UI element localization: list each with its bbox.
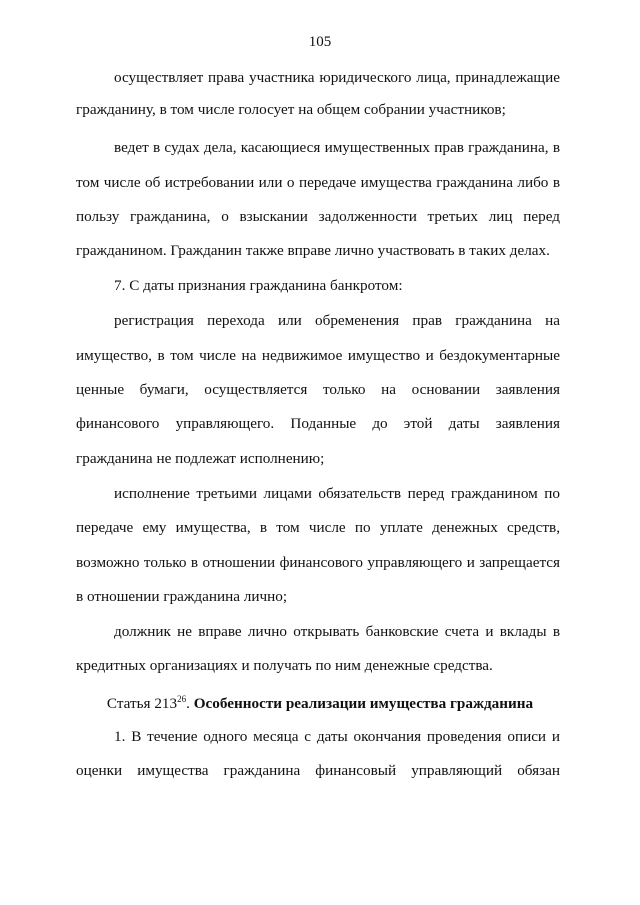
paragraph-line: кредитных организациях и получать по ним денежные средства. xyxy=(76,657,493,674)
paragraph-line: исполнение третьими лицами обязательств перед гражданином по xyxy=(114,485,560,502)
article-title: Особенности реализации имущества гражданина xyxy=(193,695,534,712)
paragraph-line: гражданином. Гражданин также вправе лично участвовать в таких делах. xyxy=(76,242,550,259)
paragraph-line: ведет в судах дела, касающиеся имущественных прав гражданина, в xyxy=(114,139,560,156)
paragraph-line: гражданина не подлежат исполнению; xyxy=(76,450,325,467)
paragraph-line: осуществляет права участника юридического лица, принадлежащие xyxy=(114,69,560,86)
paragraph-line: оценки имущества гражданина финансовый управляющий обязан xyxy=(76,762,560,779)
paragraph-line: имущество, в том числе на недвижимое имущество и бездокументарные xyxy=(76,347,560,364)
paragraph-line: 1. В течение одного месяца с даты окончания проведения описи и xyxy=(114,728,560,745)
paragraph-line: 7. С даты признания гражданина банкротом: xyxy=(114,277,403,294)
page-number: 105 xyxy=(308,34,332,50)
article-prefix: Статья 213 xyxy=(106,695,178,712)
paragraph-line: том числе об истребовании или о передаче имущества гражданина либо в xyxy=(76,174,560,191)
paragraph-line: пользу гражданина, о взыскании задолженности третьих лиц перед xyxy=(76,208,560,225)
paragraph-line: гражданину, в том числе голосует на общем собрании участников; xyxy=(76,101,506,118)
paragraph-line: финансового управляющего. Поданные до этой даты заявления xyxy=(76,415,560,432)
paragraph-line: передаче ему имущества, в том числе по уплате денежных средств, xyxy=(76,519,560,536)
paragraph-line: ценные бумаги, осуществляется только на основании заявления xyxy=(76,381,560,398)
paragraph-line: должник не вправе лично открывать банковские счета и вклады в xyxy=(114,623,560,640)
paragraph-line: регистрация перехода или обременения прав гражданина на xyxy=(114,312,560,329)
article-dot: . xyxy=(186,695,190,712)
article-superscript: 26 xyxy=(177,694,187,704)
paragraph-line: возможно только в отношении финансового управляющего и запрещается xyxy=(76,554,560,571)
article-heading xyxy=(0,690,640,713)
paragraph-line: в отношении гражданина лично; xyxy=(76,588,288,605)
